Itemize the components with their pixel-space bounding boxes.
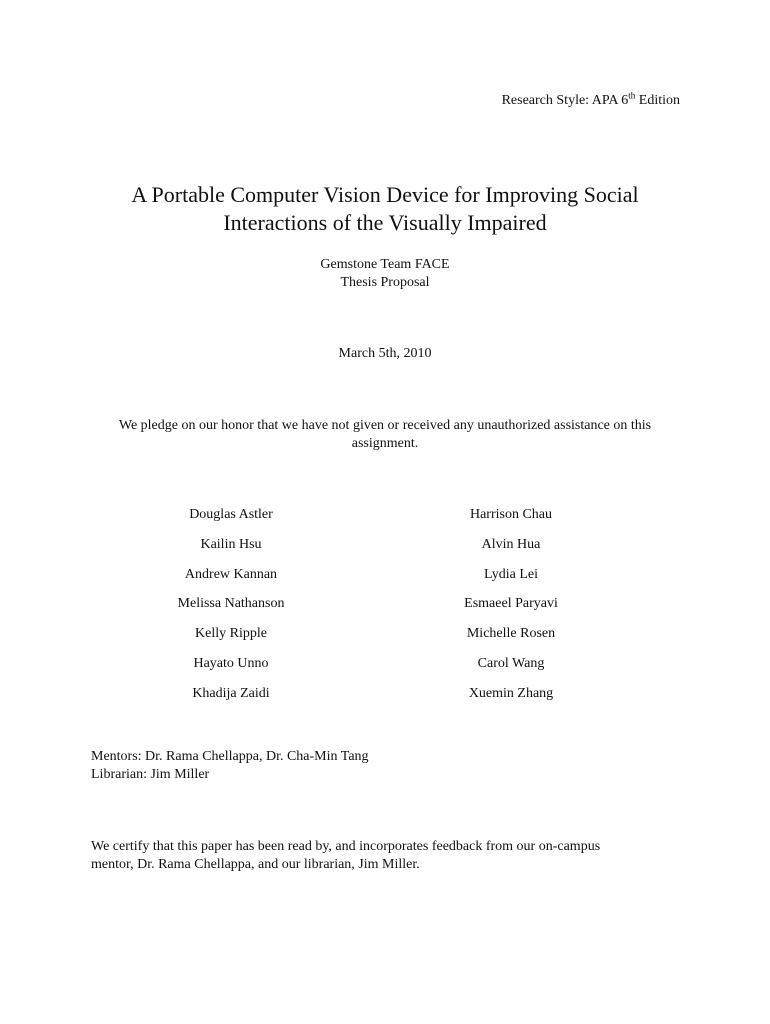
honor-pledge bbox=[60, 417, 710, 453]
research-style-suffix: Edition bbox=[635, 93, 680, 108]
team-member-row bbox=[0, 506, 770, 536]
team-member-name: Harrison Chau bbox=[469, 507, 553, 522]
team-member-row bbox=[0, 536, 770, 566]
team-member-row bbox=[0, 655, 770, 685]
certification-statement bbox=[91, 838, 691, 874]
title-line-2: Interactions of the Visually Impaired bbox=[223, 210, 547, 235]
librarian-line: Librarian: Jim Miller bbox=[91, 767, 210, 782]
document-type: Thesis Proposal bbox=[340, 275, 430, 290]
title-line-1: A Portable Computer Vision Device for Improving Social bbox=[131, 182, 639, 207]
team-member-name: Carol Wang bbox=[477, 655, 545, 671]
team-member-row bbox=[0, 595, 770, 625]
team-member-name: Lydia Lei bbox=[483, 566, 539, 582]
page-title bbox=[60, 181, 710, 237]
subtitle-block bbox=[60, 256, 710, 292]
team-member-name: Michelle Rosen bbox=[466, 626, 556, 642]
team-member-name: Esmaeel Paryavi bbox=[464, 596, 558, 612]
certification-line-1: We certify that this paper has been read by, and incorporates feedback from our on-campus bbox=[91, 839, 601, 854]
team-member-name: Khadija Zaidi bbox=[192, 685, 270, 701]
team-name: Gemstone Team FACE bbox=[320, 257, 450, 272]
team-member-row bbox=[0, 566, 770, 596]
research-style-note bbox=[502, 92, 680, 110]
team-member-name: Xuemin Zhang bbox=[468, 685, 554, 701]
mentors-line: Mentors: Dr. Rama Chellappa, Dr. Cha-Min Tang bbox=[91, 749, 369, 764]
team-member-name: Kailin Hsu bbox=[200, 536, 262, 552]
team-member-name: Melissa Nathanson bbox=[177, 596, 285, 612]
team-member-name: Douglas Astler bbox=[189, 507, 273, 522]
research-style-prefix: Research Style: APA 6 bbox=[501, 93, 629, 108]
team-member-row bbox=[0, 685, 770, 715]
research-style-superscript: th bbox=[628, 90, 636, 101]
team-member-name: Kelly Ripple bbox=[195, 626, 267, 642]
team-member-name: Andrew Kannan bbox=[184, 566, 278, 582]
mentors-block bbox=[91, 748, 369, 784]
team-member-name: Alvin Hua bbox=[481, 536, 541, 552]
team-members-list bbox=[0, 506, 770, 715]
document-date: March 5th, 2010 bbox=[338, 346, 432, 361]
pledge-line-1: We pledge on our honor that we have not given or received any unauthorized assistance on this bbox=[118, 418, 652, 433]
team-member-name: Hayato Unno bbox=[193, 655, 269, 671]
pledge-line-2: assignment. bbox=[351, 436, 419, 451]
team-member-row bbox=[0, 625, 770, 655]
certification-line-2: mentor, Dr. Rama Chellappa, and our librarian, Jim Miller. bbox=[91, 857, 420, 872]
